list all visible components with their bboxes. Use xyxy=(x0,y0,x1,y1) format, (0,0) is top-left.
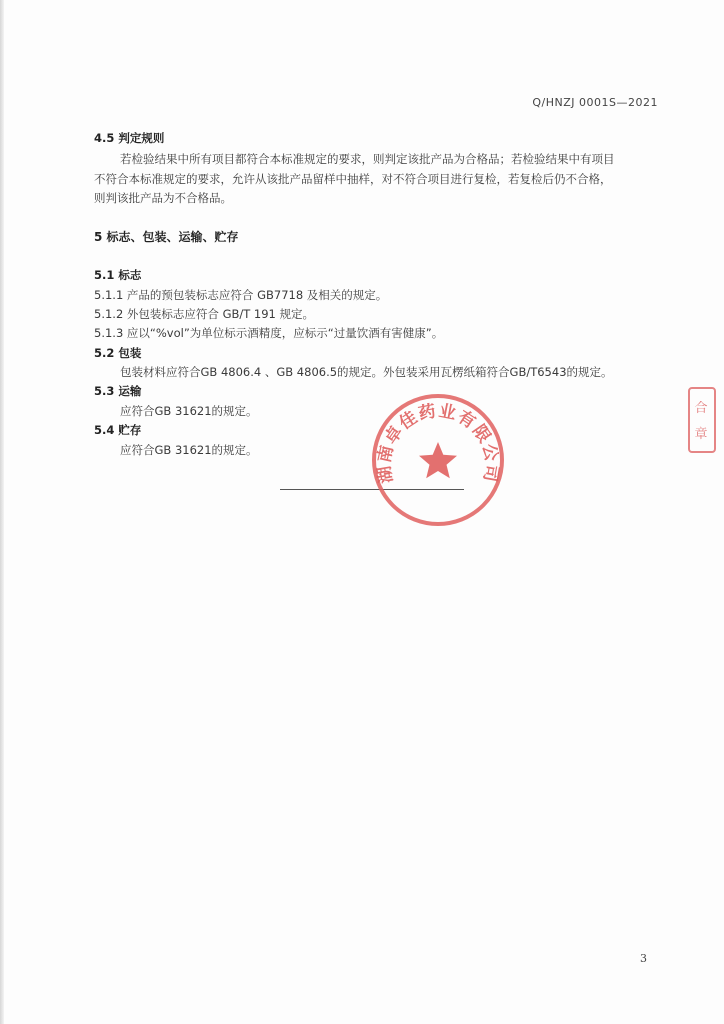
section-4-5-paragraph-line-2: 不符合本标准规定的要求，允许从该批产品留样中抽样，对不符合项目进行复检，若复检后仍不合格， xyxy=(94,172,612,186)
section-5-3-title: 5.3 运输 xyxy=(94,384,142,398)
page-number: 3 xyxy=(640,952,647,965)
section-5-2-title: 5.2 包装 xyxy=(94,346,142,360)
svg-text:合: 合 xyxy=(694,401,708,416)
section-5-3-text: 应符合GB 31621的规定。 xyxy=(120,404,258,418)
section-4-5-paragraph-line-3: 则判该批产品为不合格品。 xyxy=(94,191,232,205)
section-5-4-title: 5.4 贮存 xyxy=(94,423,142,437)
section-5-1-title: 5.1 标志 xyxy=(94,268,142,282)
company-seal xyxy=(370,392,506,528)
svg-text:湖南卓佳药业有限公司: 湖南卓佳药业有限公司 xyxy=(374,401,502,485)
section-5-1-3-text: 5.1.3 应以“%vol”为单位标示酒精度，应标示“过量饮酒有害健康”。 xyxy=(94,326,444,340)
section-5-2-text: 包装材料应符合GB 4806.4 、GB 4806.5的规定。外包装采用瓦楞纸箱符合GB/T6543的规定。 xyxy=(120,365,613,379)
section-4-5-title: 4.5 判定规则 xyxy=(94,131,165,145)
section-5-title: 5 标志、包装、运输、贮存 xyxy=(94,230,239,244)
section-5-1-2-text: 5.1.2 外包装标志应符合 GB/T 191 规定。 xyxy=(94,307,315,321)
document-code: Q/HNZJ 0001S—2021 xyxy=(532,96,658,109)
scan-edge xyxy=(0,0,4,1024)
side-seal-stamp xyxy=(686,386,716,454)
section-4-5-paragraph-line-1: 若检验结果中所有项目都符合本标准规定的要求，则判定该批产品为合格品；若检验结果中有项目 xyxy=(120,152,615,166)
seal-star-icon xyxy=(419,442,457,478)
section-5-1-1-text: 5.1.1 产品的预包装标志应符合 GB7718 及相关的规定。 xyxy=(94,288,388,302)
svg-text:章: 章 xyxy=(694,427,708,442)
section-5-4-text: 应符合GB 31621的规定。 xyxy=(120,443,258,457)
